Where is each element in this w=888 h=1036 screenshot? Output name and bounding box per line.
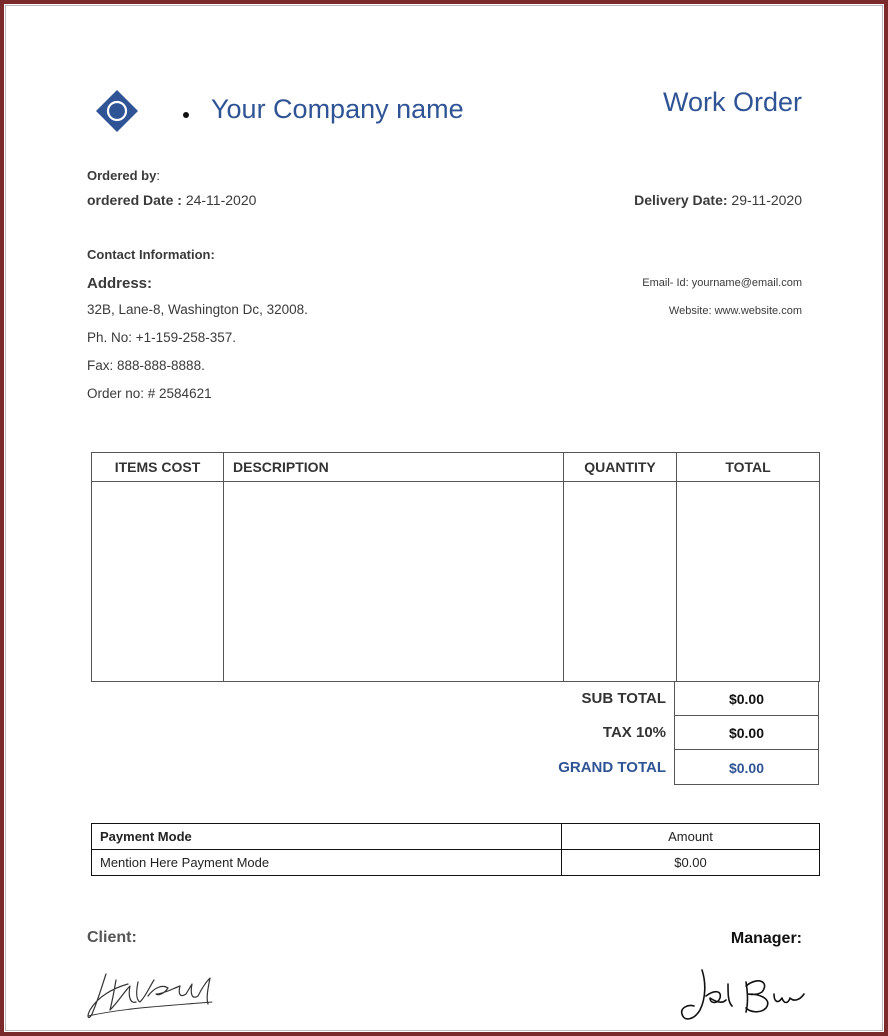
order-number: Order no: # 2584621 <box>87 386 212 401</box>
manager-signature <box>676 964 812 1026</box>
column-header-quantity: QUANTITY <box>564 453 677 482</box>
manager-label: Manager: <box>730 930 802 947</box>
cell-total[interactable] <box>677 482 820 682</box>
ordered-by: Ordered by: <box>87 168 160 183</box>
fax-number: Fax: 888-888-8888. <box>87 358 205 373</box>
table-row <box>92 482 820 682</box>
payment-mode-header: Payment Mode <box>92 824 562 850</box>
client-label: Client: <box>87 929 137 946</box>
grand-total-value: $0.00 <box>674 749 819 785</box>
payment-mode-value[interactable]: Mention Here Payment Mode <box>92 850 562 876</box>
items-table <box>91 452 820 682</box>
website-address: Website: www.website.com <box>668 305 802 317</box>
tax-label: TAX 10% <box>602 724 666 741</box>
column-header-total: TOTAL <box>677 453 820 482</box>
cell-description[interactable] <box>224 482 564 682</box>
sub-total-value: $0.00 <box>674 681 819 716</box>
document-title: Work Order <box>662 87 802 117</box>
diamond-circle-icon <box>96 90 138 132</box>
cell-quantity[interactable] <box>564 482 677 682</box>
payment-header-row <box>92 824 820 850</box>
address-value: 32B, Lane-8, Washington Dc, 32008. <box>87 302 308 317</box>
cell-items-cost[interactable] <box>92 482 224 682</box>
client-signature <box>84 966 219 1024</box>
grand-total-label: GRAND TOTAL <box>558 759 666 776</box>
payment-table <box>91 823 820 876</box>
delivery-date: Delivery Date: 29-11-2020 <box>634 192 802 208</box>
payment-amount-value[interactable]: $0.00 <box>562 850 820 876</box>
column-header-description: DESCRIPTION <box>224 453 564 482</box>
ordered-date: ordered Date : 24-11-2020 <box>87 192 257 208</box>
table-row <box>92 850 820 876</box>
contact-heading: Contact Information: <box>87 247 215 262</box>
tax-value: $0.00 <box>674 715 819 750</box>
bullet-dot <box>183 112 189 118</box>
sub-total-label: SUB TOTAL <box>581 690 666 707</box>
column-header-items-cost: ITEMS COST <box>92 453 224 482</box>
company-name: Your Company name <box>211 94 464 124</box>
phone-number: Ph. No: +1-159-258-357. <box>87 330 236 345</box>
items-table-header <box>92 453 820 482</box>
amount-header: Amount <box>562 824 820 850</box>
address-label: Address: <box>87 275 153 292</box>
email-address: Email- Id: yourname@email.com <box>642 277 802 289</box>
